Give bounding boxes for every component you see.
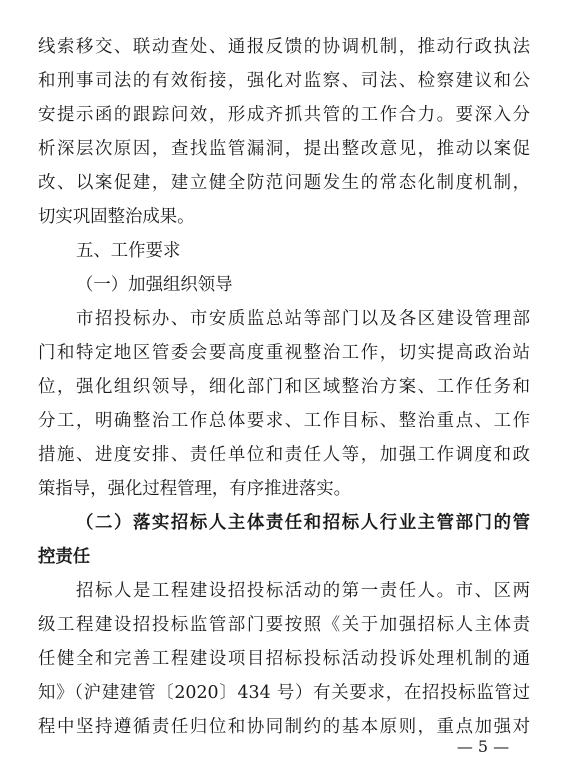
body-line: 措施、进度安排、责任单位和责任人等，加强工作调度和政 (38, 445, 530, 465)
body-line: 析深层次原因，查找监管漏洞，提出整改意见，推动以案促 (38, 139, 530, 159)
body-line: 位，强化组织领导，细化部门和区域整治方案、工作任务和 (38, 377, 530, 397)
body-line: 级工程建设招投标监管部门要按照《关于加强招标人主体责 (38, 615, 530, 635)
body-line: 市招投标办、市安质监总站等部门以及各区建设管理部 (76, 309, 530, 329)
section-heading: 五、工作要求 (76, 241, 181, 261)
body-line: 和刑事司法的有效衔接，强化对监察、司法、检察建议和公 (38, 71, 530, 91)
body-line: 分工，明确整治工作总体要求、工作目标、整治重点、工作 (38, 411, 530, 431)
body-line: 招标人是工程建设招投标活动的第一责任人。市、区两 (76, 581, 530, 601)
body-line: 知》（沪建建管〔2020〕434 号）有关要求，在招投标监管过 (38, 683, 530, 703)
sub-heading: （二）落实招标人主体责任和招标人行业主管部门的管 (76, 513, 530, 533)
body-line: 安提示函的跟踪问效，形成齐抓共管的工作合力。要深入分 (38, 105, 530, 125)
body-line: 策指导，强化过程管理，有序推进落实。 (38, 479, 352, 499)
body-line: 改、以案促建，建立健全防范问题发生的常态化制度机制， (38, 173, 530, 193)
body-line: 任健全和完善工程建设项目招标投标活动投诉处理机制的通 (38, 649, 530, 669)
body-line: 线索移交、联动查处、通报反馈的协调机制，推动行政执法 (38, 37, 530, 57)
body-line: 切实巩固整治成果。 (38, 207, 195, 227)
sub-heading: （一）加强组织领导 (76, 275, 233, 295)
sub-heading: 控责任 (38, 547, 91, 567)
body-line: 程中坚持遵循责任归位和协同制约的基本原则，重点加强对 (38, 717, 530, 737)
body-line: 门和特定地区管委会要高度重视整治工作，切实提高政治站 (38, 343, 530, 363)
page-number: — 5 — (456, 737, 510, 756)
